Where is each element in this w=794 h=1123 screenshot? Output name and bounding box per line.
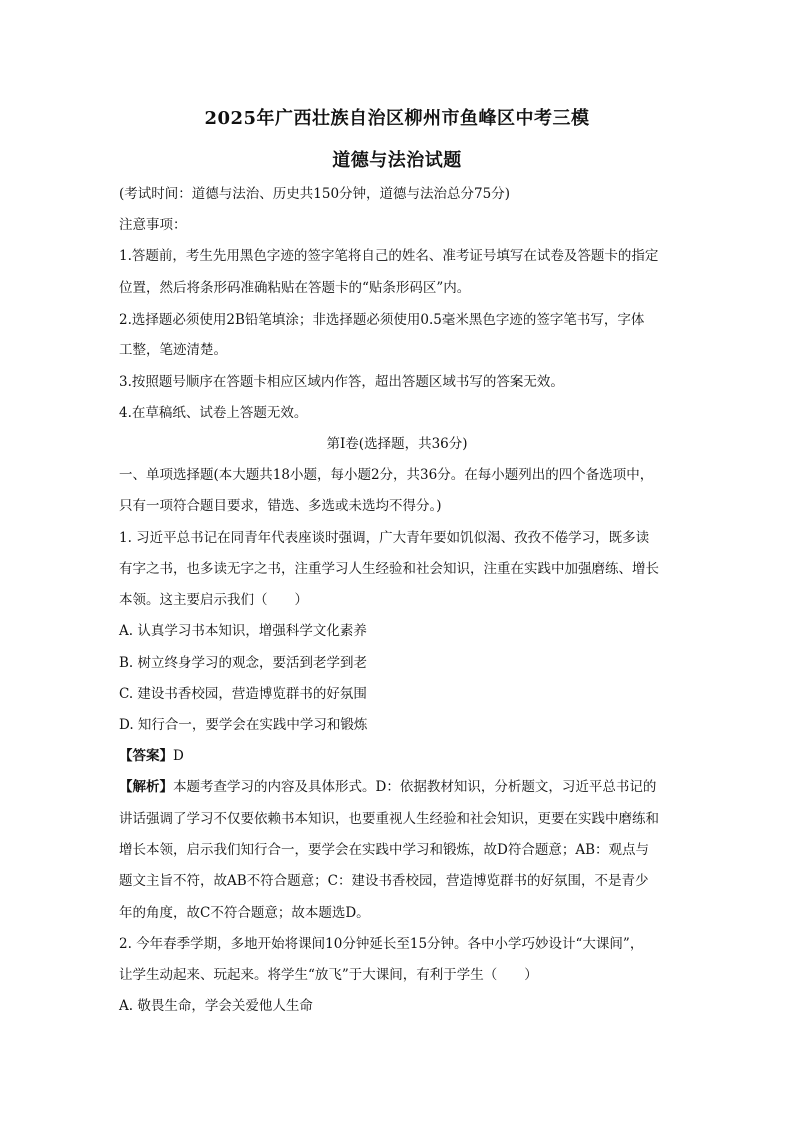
analysis-label: 【解析】 [119,779,173,795]
analysis-line: 增长本领，启示我们知行合一，要学会在实践中学习和锻炼，故D符合题意；AB：观点与 [119,842,649,858]
page-subtitle: 道德与法治试题 [332,150,462,171]
section-instruction: 只有一项符合题目要求，错选、多选或未选均不得分。) [119,498,442,514]
note-line: 2.选择题必须使用2B铅笔填涂；非选择题必须使用0.5毫米黑色字迹的签字笔书写，字体 [119,312,645,328]
question-2-stem: 2. 今年春季学期，多地开始将课间10分钟延长至15分钟。各中小学巧妙设计“大课间”， [119,936,644,952]
answer-label: 【答案】 [119,748,173,764]
question-1-stem: 1. 习近平总书记在同青年代表座谈时强调，广大青年要如饥似渴、孜孜不倦学习，既多读 [119,530,650,546]
question-1-stem: 有字之书，也多读无字之书，注重学习人生经验和社会知识，注重在实践中加强磨练、增长 [119,561,659,577]
note-line: 4.在草稿纸、试卷上答题无效。 [119,405,308,421]
question-1-answer [119,746,679,766]
note-line: 位置，然后将条形码准确粘贴在答题卡的“贴条形码区”内。 [119,280,471,296]
question-2-stem: 让学生动起来、玩起来。将学生“放飞”于大课间，有利于学生（ ） [119,967,538,983]
note-line: 1.答题前，考生先用黑色字迹的签字笔将自己的姓名、准考证号填写在试卷及答题卡的指定 [119,248,659,264]
question-1-option-c: C. 建设书香校园，营造博览群书的好氛围 [119,686,367,702]
analysis-line: 题文主旨不符，故AB不符合题意；C：建设书香校园，营造博览群书的好氛围，不是青少 [119,873,649,889]
analysis-line: 讲话强调了学习不仅要依赖书本知识，也要重视人生经验和社会知识，更要在实践中磨练和 [119,811,659,827]
question-1-option-a: A. 认真学习书本知识，增强科学文化素养 [119,623,367,639]
question-1-analysis [119,777,679,797]
note-line: 3.按照题号顺序在答题卡相应区域内作答，超出答题区域书写的答案无效。 [119,374,564,390]
analysis-line: 年的角度，故C不符合题意；故本题选D。 [119,905,370,921]
analysis-text: 本题考查学习的内容及具体形式。D：依据教材知识，分析题文，习近平总书记的 [173,779,657,795]
question-1-option-d: D. 知行合一，要学会在实践中学习和锻炼 [119,717,368,733]
answer-value: D [173,748,184,764]
section-title: 第I卷(选择题，共36分) [326,436,468,452]
question-2-option-a: A. 敬畏生命，学会关爱他人生命 [119,998,313,1014]
question-1-stem: 本领。这主要启示我们（ ） [119,592,308,608]
page-title: 2025年广西壮族自治区柳州市鱼峰区中考三模 [204,108,590,129]
exam-time: (考试时间：道德与法治、历史共150分钟，道德与法治总分75分) [119,186,510,202]
question-1-option-b: B. 树立终身学习的观念，要活到老学到老 [119,655,368,671]
notes-heading: 注意事项： [119,217,187,233]
note-line: 工整，笔迹清楚。 [119,342,227,358]
section-instruction: 一、单项选择题(本大题共18小题，每小题2分，共36分。在每小题列出的四个备选项中， [119,467,654,483]
